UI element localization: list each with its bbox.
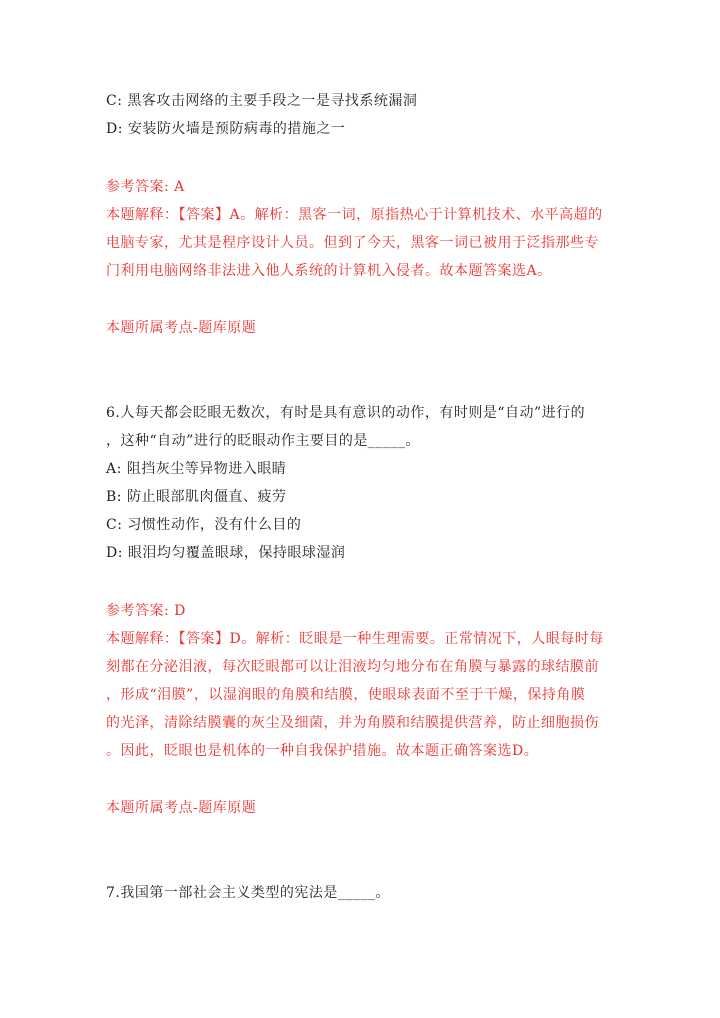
- q6-stem-line-2: ，这种“自动”进行的眨眼动作主要目的是_____。: [106, 433, 420, 449]
- q5-option-d: D: 安装防火墙是预防病毒的措施之一: [106, 121, 346, 137]
- q5-explanation-line-2: 电脑专家，尤其是程序设计人员。但到了今天，黑客一词已被用于泛指那些专: [106, 235, 599, 251]
- q5-reference-answer: 参考答案: A: [106, 179, 185, 195]
- q6-explanation-line-5: 。因此，眨眼也是机体的一种自我保护措施。故本题正确答案选D。: [106, 743, 539, 759]
- q6-option-c: C: 习惯性动作，没有什么目的: [106, 517, 302, 533]
- q6-source: 本题所属考点-题库原题: [106, 800, 257, 816]
- q5-explanation-line-3: 门利用电脑网络非法进入他人系统的计算机入侵者。故本题答案选A。: [106, 263, 552, 279]
- q6-explanation-line-1: 本题解释：【答案】D。解析：眨眼是一种生理需要。正常情况下，人眼每时每: [106, 631, 604, 647]
- q5-option-c: C: 黑客攻击网络的主要手段之一是寻找系统漏洞: [106, 93, 418, 109]
- q7-stem: 7.我国第一部社会主义类型的宪法是_____。: [106, 885, 390, 901]
- q6-stem-line-1: 6.人每天都会眨眼无数次，有时是具有意识的动作，有时则是“自动”进行的: [106, 405, 586, 421]
- q6-reference-answer: 参考答案: D: [106, 603, 186, 619]
- q6-option-a: A: 阻挡灰尘等异物进入眼睛: [106, 461, 287, 477]
- q6-explanation-line-4: 的光泽，清除结膜囊的灰尘及细菌，并为角膜和结膜提供营养，防止细胞损伤: [106, 715, 599, 731]
- q5-explanation-line-1: 本题解释：【答案】A。解析：黑客一词，原指热心于计算机技术、水平高超的: [106, 207, 603, 223]
- q6-option-d: D: 眼泪均匀覆盖眼球，保持眼球湿润: [106, 545, 346, 561]
- q6-explanation-line-3: ，形成“泪膜”，以湿润眼的角膜和结膜，使眼球表面不至于干燥，保持角膜: [106, 687, 586, 703]
- q6-option-b: B: 防止眼部肌肉僵直、疲劳: [106, 489, 287, 505]
- q6-explanation-line-2: 刻都在分泌泪液，每次眨眼都可以让泪液均匀地分布在角膜与暴露的球结膜前: [106, 659, 599, 675]
- q5-source: 本题所属考点-题库原题: [106, 320, 257, 336]
